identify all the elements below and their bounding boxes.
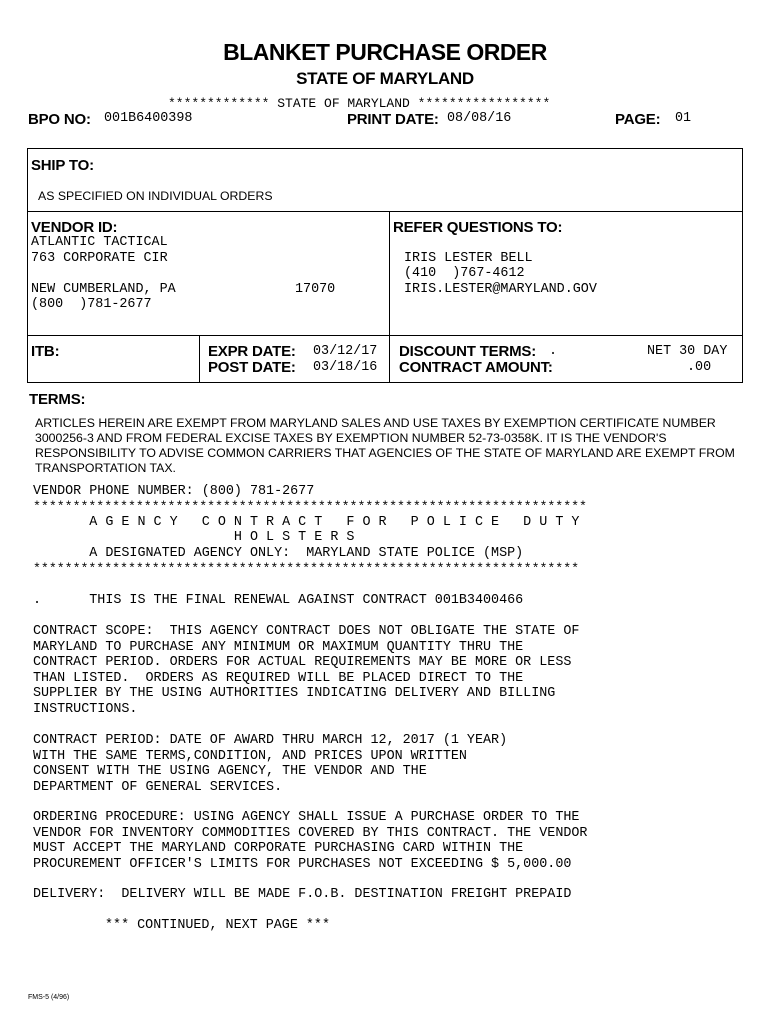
renewal-line: . THIS IS THE FINAL RENEWAL AGAINST CONTRACT 001B3400466 (33, 593, 524, 608)
contact-phone: (410 )767-4612 (404, 266, 525, 281)
terms-label: TERMS: (29, 391, 86, 408)
itb-expr-divider (199, 335, 200, 383)
stars-divider-top: ********************************************************************** (33, 499, 587, 514)
discount-terms-dot: . (549, 344, 558, 359)
post-date-label: POST DATE: (208, 359, 296, 376)
ordering-procedure: ORDERING PROCEDURE: USING AGENCY SHALL ISSUE A PURCHASE ORDER TO THE VENDOR FOR INVENTORY COMMODITIES COVERED BY THIS CONTRACT. THE VENDOR MUST ACCEPT THE MARYLAND CORPORATE PURCHASING CARD WITHIN THE PROCUREMENT OFFICER'S LIMITS FOR PURCHASES NOT EXCEEDING $ 5,000.00 (33, 810, 588, 872)
vendor-id-label: VENDOR ID: (31, 219, 118, 236)
contact-email: IRIS.LESTER@MARYLAND.GOV (404, 282, 597, 297)
bpo-number-value: 001B6400398 (104, 111, 193, 126)
ship-to-label: SHIP TO: (31, 157, 94, 174)
vendor-name: ATLANTIC TACTICAL (31, 235, 168, 250)
itb-label: ITB: (31, 343, 60, 360)
terms-text: ARTICLES HEREIN ARE EXEMPT FROM MARYLAND SALES AND USE TAXES BY EXEMPTION CERTIFICATE NUMBER 3000256-3 AND FROM FEDERAL EXCISE TAXES BY EXEMPTION NUMBER 52-73-0358K. IT IS THE VENDOR'S RESPONSIBILITY TO ADVISE COMMON CARRIERS THAT AGENCIES OF THE STATE OF MARYLAND ARE EXEMPT FROM TRANSPORTATION TAX. (35, 416, 735, 475)
discount-terms-label: DISCOUNT TERMS: (399, 343, 536, 360)
form-id: FMS-5 (4/96) (28, 994, 70, 1001)
continued-notice: *** CONTINUED, NEXT PAGE *** (105, 918, 330, 933)
page-number: 01 (675, 111, 692, 126)
vendor-questions-divider (389, 211, 390, 383)
contract-amount-value: .00 (687, 360, 712, 375)
contract-amount-label: CONTRACT AMOUNT: (399, 359, 553, 376)
vendor-phone: (800 )781-2677 (31, 297, 152, 312)
refer-questions-label: REFER QUESTIONS TO: (393, 219, 563, 236)
vendor-divider (27, 335, 743, 336)
print-date-label: PRINT DATE: (347, 111, 439, 128)
vendor-zip: 17070 (295, 282, 336, 297)
document-subtitle: STATE OF MARYLAND (296, 69, 474, 88)
vendor-address: 763 CORPORATE CIR (31, 251, 168, 266)
print-date-value: 08/08/16 (447, 111, 512, 126)
agency-title-line2: H O L S T E R S (33, 530, 355, 545)
delivery-line: DELIVERY: DELIVERY WILL BE MADE F.O.B. DESTINATION FREIGHT PREPAID (33, 887, 572, 902)
ship-to-divider (27, 211, 743, 212)
expr-date-label: EXPR DATE: (208, 343, 296, 360)
post-date-value: 03/18/16 (313, 360, 378, 375)
bpo-number-label: BPO NO: (28, 111, 91, 128)
agency-title-line1: A G E N C Y C O N T R A C T F O R P O L I C E D U T Y (33, 515, 580, 530)
contract-scope: CONTRACT SCOPE: THIS AGENCY CONTRACT DOES NOT OBLIGATE THE STATE OF MARYLAND TO PURCHASE ANY MINIMUM OR MAXIMUM QUANTITY THRU THE CONTRACT PERIOD. ORDERS FOR ACTUAL REQUIREMENTS MAY BE MORE OR LESS THAN LISTED. ORDERS AS REQUIRED WILL BE PLACED DIRECT TO THE SUPPLIER BY THE USING AUTHORITIES INDICATING DELIVERY AND BILLING INSTRUCTIONS. (33, 624, 580, 717)
ship-to-value: AS SPECIFIED ON INDIVIDUAL ORDERS (38, 189, 273, 203)
state-banner: ************* STATE OF MARYLAND ***************** (168, 96, 551, 111)
contact-name: IRIS LESTER BELL (404, 251, 533, 266)
page-label: PAGE: (615, 111, 661, 128)
contract-period: CONTRACT PERIOD: DATE OF AWARD THRU MARCH 12, 2017 (1 YEAR) WITH THE SAME TERMS,CONDITION, AND PRICES UPON WRITTEN CONSENT WITH THE USING AGENCY, THE VENDOR AND THE DEPARTMENT OF GENERAL SERVICES. (33, 733, 508, 795)
vendor-phone-line: VENDOR PHONE NUMBER: (800) 781-2677 (33, 484, 315, 499)
agency-designation: A DESIGNATED AGENCY ONLY: MARYLAND STATE POLICE (MSP) (33, 546, 524, 561)
document-title: BLANKET PURCHASE ORDER (223, 39, 547, 65)
expr-date-value: 03/12/17 (313, 344, 378, 359)
stars-divider-bottom: ********************************************************************* (33, 561, 580, 576)
discount-terms-value: NET 30 DAY (647, 344, 728, 359)
vendor-city-state: NEW CUMBERLAND, PA (31, 282, 176, 297)
